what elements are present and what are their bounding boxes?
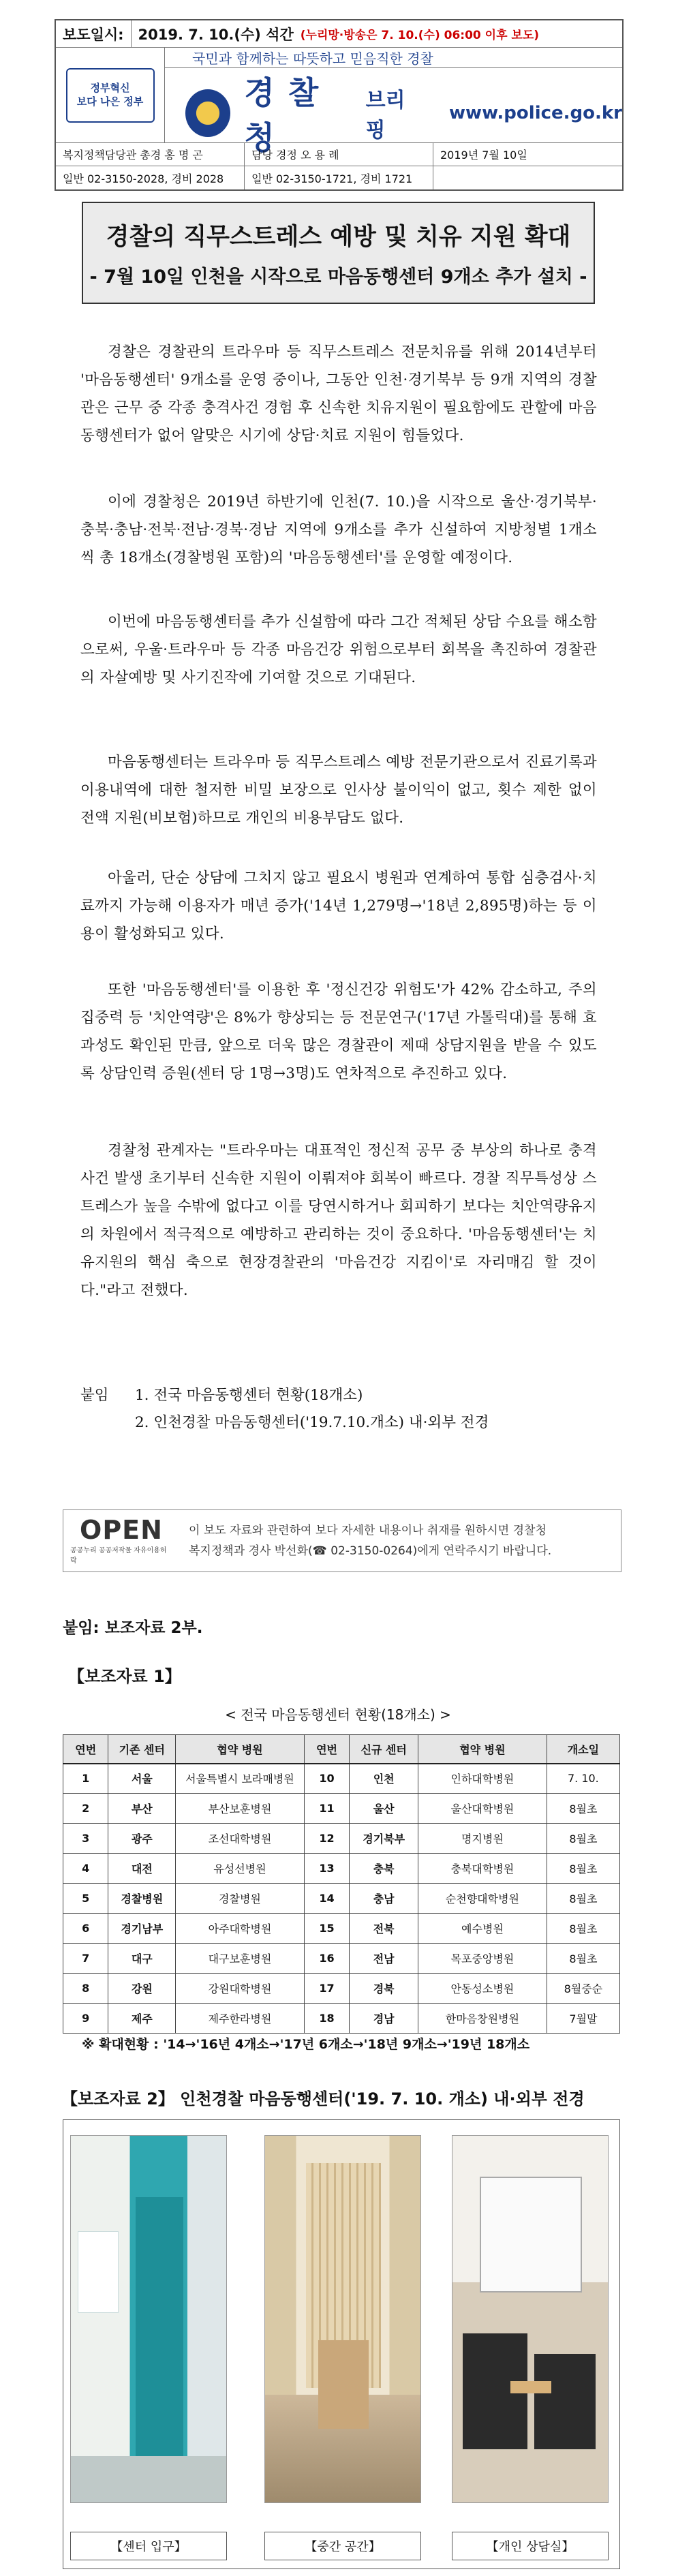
table-cell: 순천향대학병원 [418, 1884, 547, 1914]
table-cell: 13 [304, 1854, 349, 1884]
centers-table [63, 1734, 620, 2034]
table-cell: 울산 [350, 1794, 418, 1824]
middle-space-photo [264, 2135, 421, 2503]
table-cell: 경기북부 [350, 1824, 418, 1854]
table-cell: 경북 [350, 1974, 418, 2004]
table-cell: 17 [304, 1974, 349, 2004]
table-cell: 충남 [350, 1884, 418, 1914]
table-cell: 조선대학병원 [176, 1824, 305, 1854]
table-cell: 인하대학병원 [418, 1764, 547, 1794]
table-note: ※ 확대현황 : '14→'16년 4개소→'17년 6개소→'18년 9개소→'19년 18개소 [82, 2037, 530, 2052]
page-subtitle: - 7월 10일 인천을 시작으로 마음동행센터 9개소 추가 설치 - [89, 266, 587, 288]
title-box [82, 202, 595, 304]
table-cell: 강원 [108, 1974, 176, 2004]
table-header-row [63, 1735, 620, 1764]
table-cell: 2 [63, 1794, 108, 1824]
table-cell: 9 [63, 2004, 108, 2034]
table-cell: 경찰병원 [108, 1884, 176, 1914]
table-cell: 8월초 [547, 1914, 619, 1944]
briefing-label: 브리핑 [365, 89, 405, 142]
table-cell: 8월초 [547, 1854, 619, 1884]
embargo-note: (누리망·방송은 7. 10.(수) 06:00 이후 보도) [300, 29, 540, 42]
table-row [63, 2004, 620, 2034]
table-cell: 5 [63, 1884, 108, 1914]
table-cell: 안동성소병원 [418, 1974, 547, 2004]
table-row [63, 1854, 620, 1884]
table-header-cell: 협약 병원 [176, 1735, 305, 1764]
embargo-date: 2019. 7. 10.(수) 석간 [138, 26, 294, 43]
center-entrance-photo [70, 2135, 227, 2503]
attachment-list [80, 1382, 597, 1437]
table-cell: 목포중앙병원 [418, 1944, 547, 1974]
table-cell: 8월초 [547, 1824, 619, 1854]
contact-cell: 담당 경정 오 용 례 [245, 143, 433, 166]
table-cell: 3 [63, 1824, 108, 1854]
table-cell: 서울특별시 보라매병원 [176, 1764, 305, 1794]
table-row [63, 1794, 620, 1824]
ref2-label: 【보조자료 2】 인천경찰 마음동행센터('19. 7. 10. 개소) 내·외부 전경 [61, 2089, 585, 2109]
table-header-cell: 개소일 [547, 1735, 619, 1764]
body-paragraph: 또한 '마음동행센터'를 이용한 후 '정신건강 위험도'가 42% 감소하고, 주의집중력 등 '치안역량'은 8%가 향상되는 등 전문연구('17년 가톨릭대)를 통해 효과성도 확인된 만큼, 앞으로 더욱 많은 경찰관이 제때 상담지원을 받을 수 있도록 상담인력 증원(센터 당 1명→3명)도 연차적으로 추진하고 있다. [80, 981, 597, 1082]
table-row [63, 1764, 620, 1794]
table-cell: 경찰병원 [176, 1884, 305, 1914]
table-cell: 11 [304, 1794, 349, 1824]
table-header-cell: 협약 병원 [418, 1735, 547, 1764]
photo-caption: 【개인 상담실】 [452, 2532, 609, 2560]
police-emblem-icon [185, 89, 230, 137]
table-row [63, 1884, 620, 1914]
body-paragraph: 경찰청 관계자는 "트라우마는 대표적인 정신적 공무 중 부상의 하나로 충격사건 발생 초기부터 신속한 지원이 이뤄져야 회복이 빠르다. 경찰 직무특성상 스트레스가 높을 수밖에 없다고 이를 당연시하거나 회피하기 보다는 치안역량유지의 차원에서 적극적으로 예방하고 관리하는 것이 중요하다. '마음동행센터'는 치유지원의 핵심 축으로 현장경찰관의 '마음건강 지킴이'로 자리매김 할 것이다."라고 전했다. [80, 1142, 597, 1299]
body-paragraph: 경찰은 경찰관의 트라우마 등 직무스트레스 전문치유를 위해 2014년부터 '마음동행센터' 9개소를 운영 중이나, 그동안 인천·경기북부 등 9개 지역의 경찰관은 근무 중 각종 충격사건 경험 후 신속한 치유지원이 필요함에도 관할에 마음동행센터가 없어 알맞은 시기에 상담·치료 지원이 힘들었다. [80, 343, 597, 444]
table-cell: 전남 [350, 1944, 418, 1974]
table-cell: 울산대학병원 [418, 1794, 547, 1824]
table-cell: 서울 [108, 1764, 176, 1794]
table-cell: 충북대학병원 [418, 1854, 547, 1884]
table-cell: 부산보훈병원 [176, 1794, 305, 1824]
table-cell: 부산 [108, 1794, 176, 1824]
page-title: 경찰의 직무스트레스 예방 및 치유 지원 확대 [106, 223, 571, 251]
table-cell: 8월초 [547, 1884, 619, 1914]
table-row [63, 1974, 620, 2004]
table-cell: 유성선병원 [176, 1854, 305, 1884]
table-cell: 12 [304, 1824, 349, 1854]
table-cell: 인천 [350, 1764, 418, 1794]
notice-line: 이 보도 자료와 관련하여 보다 자세한 내용이나 취재를 원하시면 경찰청 [189, 1524, 547, 1537]
press-release-header [55, 19, 624, 191]
table-cell: 강원대학병원 [176, 1974, 305, 2004]
slogan: 국민과 함께하는 따뜻하고 믿음직한 경찰 [165, 48, 622, 68]
contact-cell: 복지정책담당관 총경 홍 명 곤 [56, 143, 245, 166]
notice-line: 복지정책과 경사 박선화(☎ 02-3150-0264)에게 연락주시기 바랍니다. [189, 1544, 552, 1558]
table-cell: 6 [63, 1914, 108, 1944]
table-cell: 8월초 [547, 1944, 619, 1974]
photo-caption: 【중간 공간】 [264, 2532, 421, 2560]
table-cell: 14 [304, 1884, 349, 1914]
table-cell: 충북 [350, 1854, 418, 1884]
table-cell: 아주대학병원 [176, 1914, 305, 1944]
gov-logo-line1: 정부혁신 [90, 82, 130, 94]
table-cell: 대전 [108, 1854, 176, 1884]
photo-caption: 【센터 입구】 [70, 2532, 227, 2560]
table-cell: 경기남부 [108, 1914, 176, 1944]
table-cell: 제주한라병원 [176, 2004, 305, 2034]
table-caption: < 전국 마음동행센터 현황(18개소) > [225, 1706, 451, 1723]
ref1-label: 【보조자료 1】 [68, 1667, 181, 1686]
body-paragraph: 마음동행센터는 트라우마 등 직무스트레스 예방 전문기관으로서 진료기록과 이용내역에 대한 철저한 비밀 보장으로 인사상 불이익이 없고, 횟수 제한 없이 전액 지원(비보험)하므로 개인의 비용부담도 없다. [80, 754, 597, 827]
table-cell: 8 [63, 1974, 108, 2004]
counseling-room-photo [452, 2135, 609, 2503]
contact-cell: 일반 02-3150-2028, 경비 2028 [56, 166, 245, 189]
table-cell: 16 [304, 1944, 349, 1974]
open-logo-caption: 공공누리 공공저작물 자유이용허락 [70, 1547, 167, 1565]
attachment-label: 붙임 [80, 1387, 109, 1404]
table-cell: 7월말 [547, 2004, 619, 2034]
gov-innovation-logo [56, 48, 165, 142]
contact-grid [56, 143, 622, 189]
table-cell: 예수병원 [418, 1914, 547, 1944]
website-url[interactable]: www.police.go.kr [449, 103, 622, 123]
attachment-heading: 붙임: 보조자료 2부. [63, 1619, 203, 1637]
contact-cell: 일반 02-3150-1721, 경비 1721 [245, 166, 433, 189]
table-cell: 7. 10. [547, 1764, 619, 1794]
table-header-cell: 연번 [304, 1735, 349, 1764]
contact-notice-box [63, 1509, 621, 1572]
attachment-item: 2. 인천경찰 마음동행센터('19.7.10.개소) 내·외부 전경 [135, 1414, 489, 1431]
table-cell: 광주 [108, 1824, 176, 1854]
table-header-cell: 기존 센터 [108, 1735, 176, 1764]
embargo-bar [56, 20, 622, 48]
embargo-tag: 보도일시: [56, 20, 132, 47]
body-paragraph: 아울러, 단순 상담에 그치지 않고 필요시 병원과 연계하여 통합 심층검사·치료까지 가능해 이용자가 매년 증가('14년 1,279명→'18년 2,895명)하는 등 이용이 활성화되고 있다. [80, 870, 597, 942]
table-cell: 18 [304, 2004, 349, 2034]
table-cell: 경남 [350, 2004, 418, 2034]
table-header-cell: 연번 [63, 1735, 108, 1764]
table-cell: 7 [63, 1944, 108, 1974]
table-cell: 8월초 [547, 1794, 619, 1824]
table-cell: 제주 [108, 2004, 176, 2034]
table-cell: 명지병원 [418, 1824, 547, 1854]
table-cell: 대구 [108, 1944, 176, 1974]
body-paragraph: 이에 경찰청은 2019년 하반기에 인천(7. 10.)을 시작으로 울산·경기북부·충북·충남·전북·전남·경북·경남 지역에 9개소를 추가 신설하여 지방청별 1개소씩 총 18개소(경찰병원 포함)의 '마음동행센터'를 운영할 예정이다. [80, 493, 597, 566]
gov-logo-line2: 보다 나은 정부 [76, 95, 144, 108]
open-logo-word: OPEN [80, 1515, 163, 1545]
table-cell: 전북 [350, 1914, 418, 1944]
table-cell: 1 [63, 1764, 108, 1794]
table-cell: 대구보훈병원 [176, 1944, 305, 1974]
body-paragraph: 이번에 마음동행센터를 추가 신설함에 따라 그간 적체된 상담 수요를 해소함으로써, 우울·트라우마 등 각종 마음건강 위험으로부터 회복을 촉진하여 경찰관의 자살예방 및 사기진작에 기여할 것으로 기대된다. [80, 613, 597, 686]
table-cell: 15 [304, 1914, 349, 1944]
contact-cell [433, 166, 622, 189]
table-cell: 10 [304, 1764, 349, 1794]
agency-name: 경 찰 청 [244, 74, 320, 156]
table-header-cell: 신규 센터 [350, 1735, 418, 1764]
table-row [63, 1824, 620, 1854]
table-cell: 한마음창원병원 [418, 2004, 547, 2034]
table-row [63, 1914, 620, 1944]
photo-panel [63, 2119, 620, 2569]
table-cell: 4 [63, 1854, 108, 1884]
attachment-item: 1. 전국 마음동행센터 현황(18개소) [135, 1387, 363, 1404]
table-row [63, 1944, 620, 1974]
table-cell: 8월중순 [547, 1974, 619, 2004]
contact-cell: 2019년 7월 10일 [433, 143, 622, 166]
open-license-logo [70, 1516, 172, 1565]
